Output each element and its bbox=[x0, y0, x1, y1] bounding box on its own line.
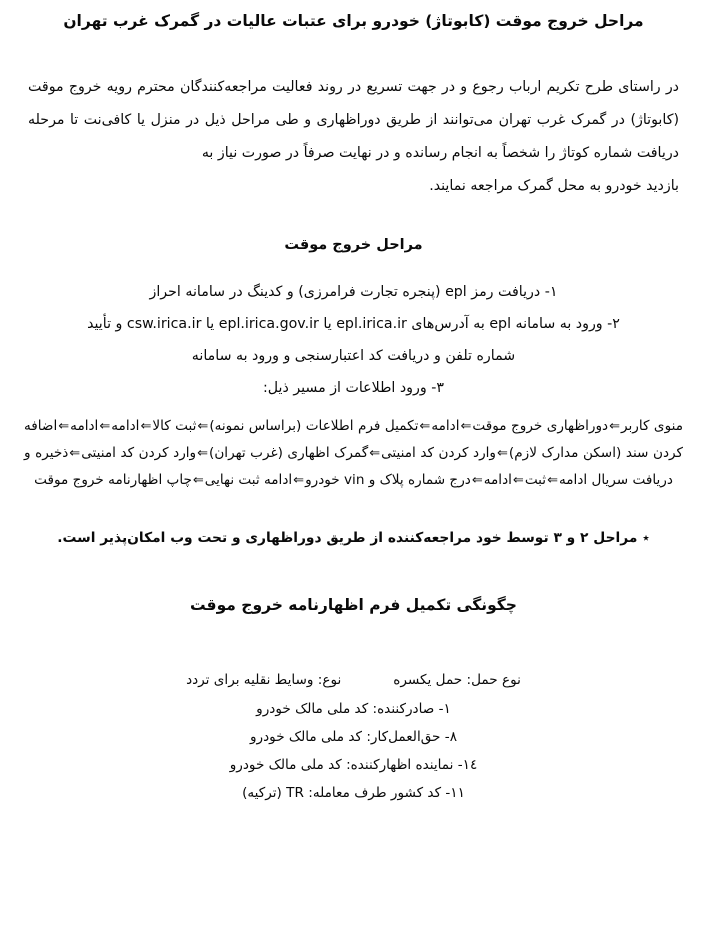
path-node: وارد کردن کد امنیتی bbox=[381, 445, 496, 461]
step-2-prefix: ۲- ورود به سامانه epl به آدرس‌های bbox=[411, 315, 620, 332]
step-2-or-2: یا bbox=[205, 315, 215, 332]
path-arrow-icon: ⇐ bbox=[512, 473, 524, 489]
path-arrow-icon: ⇐ bbox=[471, 473, 483, 489]
path-node: ادامه bbox=[431, 417, 460, 434]
intro-line-2: خروج موقت (کابوتاژ) در گمرک غرب تهران می‌توانند از طریق دوراظهاری و طی مراحل ذیل در منزل یا bbox=[28, 79, 679, 129]
path-node: ادامه bbox=[111, 417, 140, 434]
form-row-type bbox=[22, 666, 685, 694]
form-field-row: ١١- کد کشور طرف معامله: TR (ترکیه) bbox=[242, 785, 465, 802]
transport-type-value: حمل یکسره bbox=[393, 672, 463, 689]
path-arrow-icon: ⇐ bbox=[197, 446, 209, 461]
path-node: وارد کردن کد امنیتی bbox=[81, 445, 197, 461]
path-node: منوی کاربر bbox=[621, 417, 683, 434]
step-item-1: ۱- دریافت رمز epl (پنجره تجارت فرامرزی) و کدینگ در سامانه احراز bbox=[149, 284, 558, 300]
intro-line-3: کافی‌نت تا مرحله دریافت شماره کوتاژ را شخصاً به انجام رسانده و در نهایت صرفاً در صورت نیاز به bbox=[28, 112, 679, 162]
form-fields-block bbox=[22, 666, 685, 807]
url-epl-irica-gov-ir[interactable]: epl.irica.gov.ir bbox=[218, 315, 319, 332]
path-arrow-icon: ⇐ bbox=[58, 418, 70, 434]
path-arrow-icon: ⇐ bbox=[460, 418, 472, 434]
section-heading-steps: مراحل خروج موقت bbox=[284, 237, 423, 253]
vehicle-type-value: وسایط نقلیه برای تردد bbox=[186, 672, 314, 689]
path-arrow-icon: ⇐ bbox=[293, 473, 305, 489]
intro-line-4: بازدید خودرو به محل گمرک مراجعه نمایند. bbox=[429, 178, 679, 195]
form-rows-container bbox=[22, 695, 685, 808]
path-node: ثبت bbox=[524, 472, 547, 489]
path-node: گمرک اظهاری (غرب تهران) bbox=[209, 445, 369, 461]
path-node: تکمیل فرم اطلاعات (براساس نمونه) bbox=[209, 417, 419, 434]
path-arrow-icon: ⇐ bbox=[99, 418, 111, 434]
vehicle-type-field bbox=[186, 666, 341, 694]
path-node: درج شماره پلاک و vin خودرو bbox=[305, 472, 471, 489]
vehicle-type-label: نوع: bbox=[317, 672, 342, 689]
path-arrow-icon: ⇐ bbox=[369, 446, 381, 461]
path-node: ادامه bbox=[70, 417, 99, 434]
section-heading-form: چگونگی تکمیل فرم اظهارنامه خروج موقت bbox=[190, 596, 517, 615]
intro-paragraph bbox=[22, 71, 685, 203]
path-node: ثبت کالا bbox=[152, 417, 197, 434]
path-arrow-icon: ⇐ bbox=[192, 473, 204, 489]
form-field-row: ۸- حق‌العمل‌کار: کد ملی مالک خودرو bbox=[249, 728, 457, 745]
step-item-3: ۳- ورود اطلاعات از مسیر ذیل: bbox=[263, 379, 444, 396]
path-arrow-icon: ⇐ bbox=[547, 473, 558, 489]
step-2-suffix: و تأیید bbox=[87, 315, 123, 332]
navigation-path bbox=[22, 413, 685, 495]
step-item-2 bbox=[22, 309, 685, 341]
path-arrow-icon: ⇐ bbox=[609, 418, 621, 434]
steps-list bbox=[22, 277, 685, 405]
page-title: مراحل خروج موقت (کابوتاژ) خودرو برای عتبات عالیات در گمرک غرب تهران bbox=[63, 12, 644, 30]
path-arrow-icon: ⇐ bbox=[140, 418, 152, 434]
form-field-row: ١٤- نماینده اظهارکننده: کد ملی مالک خودرو bbox=[229, 757, 478, 774]
transport-type-field bbox=[393, 666, 521, 694]
path-node: ذخیره و دریافت سریال ادامه bbox=[24, 445, 673, 489]
transport-type-label: نوع حمل: bbox=[466, 672, 521, 689]
path-arrow-icon: ⇐ bbox=[497, 446, 508, 461]
step-2-or-1: یا bbox=[323, 315, 332, 332]
path-node: اضافه کردن سند (اسکن مدارک لازم) bbox=[24, 417, 684, 461]
form-field-row: ۱- صادرکننده: کد ملی مالک خودرو bbox=[256, 700, 451, 717]
path-node: ادامه ثبت نهایی bbox=[204, 472, 293, 489]
url-csw-irica-ir[interactable]: csw.irica.ir bbox=[126, 315, 202, 332]
step-item-2-continued: شماره تلفن و دریافت کد اعتبارسنجی و ورود به سامانه bbox=[191, 347, 516, 364]
path-arrow-icon: ⇐ bbox=[69, 446, 81, 461]
footnote-note: ٭ مراحل ۲ و ۳ توسط خود مراجعه‌کننده از طریق دوراظهاری و تحت وب امکان‌پذیر است. bbox=[57, 530, 650, 547]
url-epl-irica-ir[interactable]: epl.irica.ir bbox=[336, 315, 407, 332]
path-node: ادامه bbox=[483, 472, 512, 489]
intro-line-1: در راستای طرح تکریم ارباب رجوع و در جهت تسریع در روند فعالیت مراجعه‌کنندگان محترم رویه bbox=[106, 79, 679, 96]
path-arrow-icon: ⇐ bbox=[197, 418, 209, 434]
path-node: دوراظهاری خروج موقت bbox=[472, 417, 609, 434]
path-node: چاپ اظهارنامه خروج موقت bbox=[34, 472, 192, 489]
path-arrow-icon: ⇐ bbox=[419, 418, 431, 434]
